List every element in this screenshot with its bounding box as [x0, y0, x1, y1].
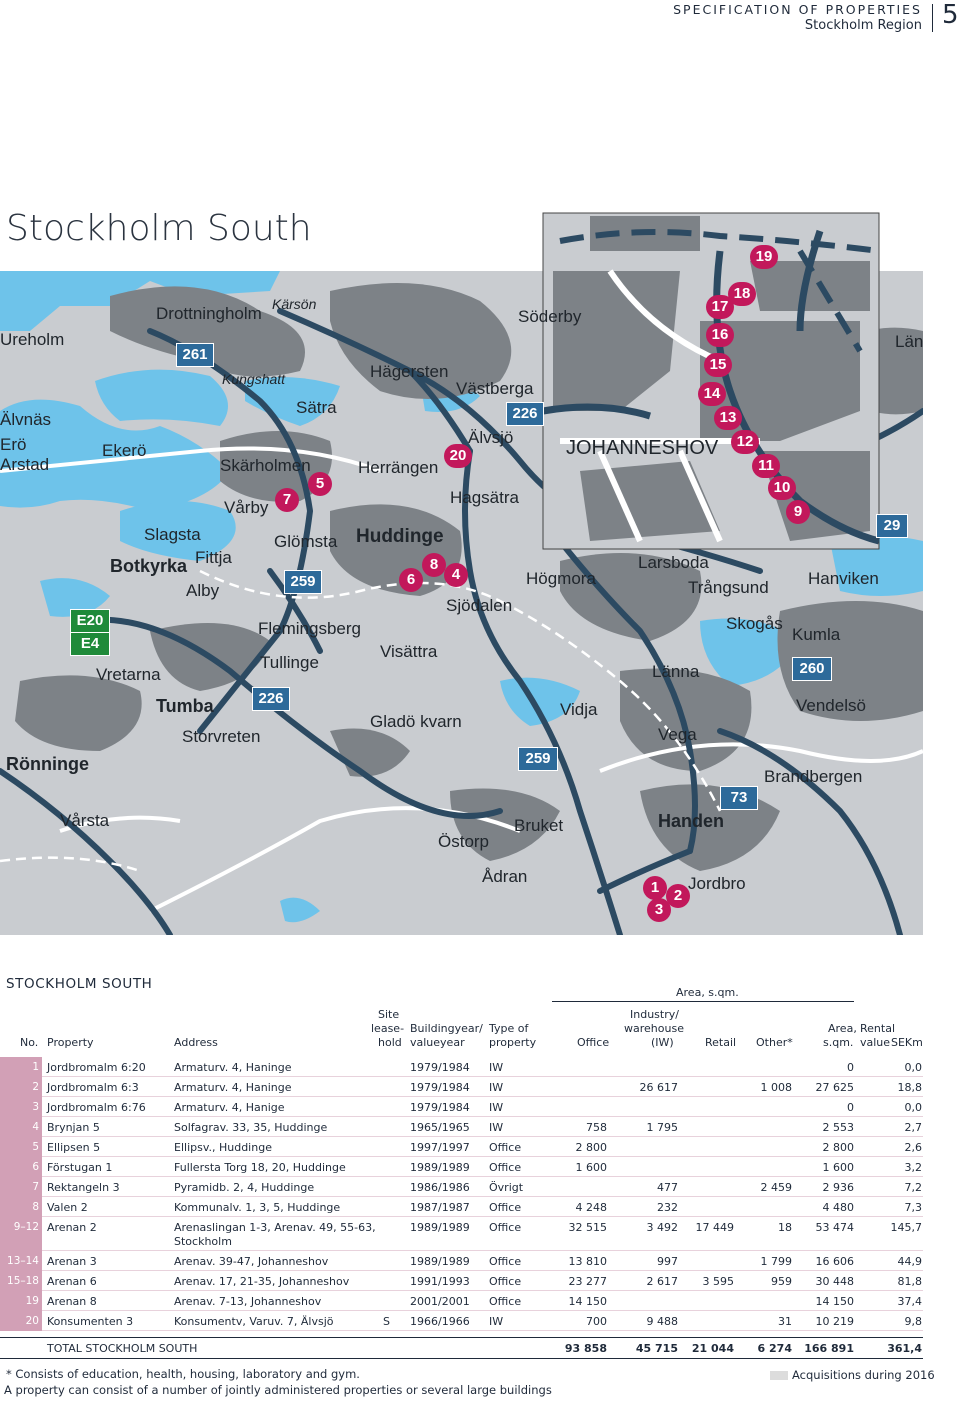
property-marker[interactable]: 10 — [768, 476, 796, 500]
cell-other: 959 — [771, 1275, 792, 1288]
col-area-line1: Area, — [828, 1022, 857, 1035]
cell-property: Konsumenten 3 — [47, 1315, 134, 1328]
cell-year: 1979/1984 — [410, 1101, 470, 1114]
header-separator — [932, 4, 933, 32]
cell-office: 32 515 — [568, 1221, 607, 1234]
col-type-line1: Type of — [489, 1022, 529, 1035]
place-label: Vendelsö — [796, 696, 866, 715]
cell-property: Jordbromalm 6:3 — [47, 1081, 139, 1094]
place-label: Kungshatt — [222, 371, 286, 387]
cell-type: Office — [489, 1255, 522, 1268]
place-label: Jordbro — [688, 874, 746, 893]
cell-area: 16 606 — [815, 1255, 854, 1268]
place-label: Rönninge — [6, 754, 89, 774]
cell-rent: 44,9 — [897, 1255, 922, 1268]
row-number-badge: 1 — [0, 1057, 42, 1077]
cell-type: IW — [489, 1121, 504, 1134]
col-property: Property — [47, 1036, 94, 1049]
legend-swatch — [770, 1371, 788, 1380]
property-marker[interactable]: 2 — [666, 884, 690, 908]
place-label: Högmora — [526, 569, 596, 588]
cell-other: 2 459 — [760, 1181, 792, 1194]
cell-type: Office — [489, 1295, 522, 1308]
place-label: Hanviken — [808, 569, 879, 588]
place-label: Bruket — [514, 816, 564, 835]
cell-year: 1989/1989 — [410, 1221, 470, 1234]
place-label: Visättra — [380, 642, 438, 661]
cell-year: 2001/2001 — [410, 1295, 470, 1308]
property-marker[interactable]: 4 — [444, 563, 468, 587]
col-site-line1: Site — [378, 1008, 400, 1021]
road-shield: 261 — [176, 343, 214, 367]
cell-year: 1987/1987 — [410, 1201, 470, 1214]
cell-type: IW — [489, 1315, 504, 1328]
place-label: Brandbergen — [764, 767, 863, 786]
property-marker[interactable]: 12 — [731, 430, 759, 454]
property-marker[interactable]: 16 — [706, 323, 734, 347]
property-marker[interactable]: 6 — [399, 568, 423, 592]
legend-label: Acquisitions during 2016 — [792, 1368, 935, 1382]
row-number-badge: 20 — [0, 1311, 42, 1331]
cell-area: 4 480 — [822, 1201, 854, 1214]
place-label: Tumba — [156, 696, 214, 716]
cell-property: Arenan 3 — [47, 1255, 97, 1268]
table-row — [0, 1217, 923, 1251]
cell-office: 758 — [586, 1121, 607, 1134]
place-label: Vidja — [560, 700, 598, 719]
cell-rent: 7,2 — [904, 1181, 922, 1194]
cell-address: Kommunalv. 1, 3, 5, Huddinge — [174, 1201, 341, 1214]
table-row — [0, 1137, 923, 1157]
place-label: Fittja — [195, 548, 232, 567]
cell-address: Fullersta Torg 18, 20, Huddinge — [174, 1161, 346, 1174]
col-office: Office — [577, 1036, 610, 1049]
road-shield: E20 — [70, 609, 110, 633]
cell-property: Rektangeln 3 — [47, 1181, 120, 1194]
col-no: No. — [20, 1036, 39, 1049]
cell-type: Office — [489, 1161, 522, 1174]
row-number-badge: 13–14 — [0, 1251, 42, 1271]
table-row — [0, 1157, 923, 1177]
col-retail: Retail — [705, 1036, 737, 1049]
cell-area: 1 600 — [822, 1161, 854, 1174]
cell-office: 2 800 — [575, 1141, 607, 1154]
cell-year: 1989/1989 — [410, 1255, 470, 1268]
place-label: Hägersten — [370, 362, 449, 381]
cell-other: 18 — [778, 1221, 792, 1234]
property-marker[interactable]: 14 — [698, 382, 726, 406]
cell-retail: 3 595 — [702, 1275, 734, 1288]
cell-rent: 81,8 — [897, 1275, 922, 1288]
page-title: Stockholm South — [6, 208, 312, 249]
total-iw: 45 715 — [635, 1342, 678, 1355]
cell-area: 0 — [847, 1101, 854, 1114]
total-office: 93 858 — [564, 1342, 607, 1355]
cell-type: Office — [489, 1275, 522, 1288]
col-site-line3: hold — [378, 1036, 402, 1049]
place-label: Älvnäs — [0, 410, 52, 429]
place-label: Arstad — [0, 455, 50, 474]
place-label: Tullinge — [260, 653, 319, 672]
cell-type: Övrigt — [489, 1181, 524, 1194]
place-label: Ureholm — [0, 330, 65, 349]
cell-iw: 2 617 — [646, 1275, 678, 1288]
col-rent-line2: SEKm — [891, 1036, 923, 1049]
cell-iw: 3 492 — [646, 1221, 678, 1234]
place-label: Glömsta — [274, 532, 338, 551]
cell-year: 1979/1984 — [410, 1081, 470, 1094]
property-marker[interactable]: 18 — [728, 282, 756, 306]
row-divider — [42, 1330, 923, 1331]
footnote-properties: A property can consist of a number of jointly administered properties or several large buildings — [4, 1383, 552, 1397]
cell-type: IW — [489, 1061, 504, 1074]
cell-rent: 3,2 — [904, 1161, 922, 1174]
cell-office: 700 — [586, 1315, 607, 1328]
place-label: Alby — [186, 581, 220, 600]
cell-type: Office — [489, 1141, 522, 1154]
cell-retail: 17 449 — [695, 1221, 734, 1234]
cell-year: 1997/1997 — [410, 1141, 470, 1154]
property-marker[interactable]: 19 — [750, 245, 778, 269]
cell-rent: 18,8 — [897, 1081, 922, 1094]
cell-type: IW — [489, 1101, 504, 1114]
total-other: 6 274 — [757, 1342, 792, 1355]
table-row — [0, 1117, 923, 1137]
cell-office: 4 248 — [575, 1201, 607, 1214]
cell-address: Arenaslingan 1-3, Arenav. 49, 55-63, — [174, 1221, 376, 1234]
cell-area: 2 553 — [822, 1121, 854, 1134]
place-label: Gladö kvarn — [370, 712, 462, 731]
cell-property: Brynjan 5 — [47, 1121, 100, 1134]
footnote-asterisk: * Consists of education, health, housing, laboratory and gym. — [6, 1367, 360, 1381]
cell-property: Ellipsen 5 — [47, 1141, 101, 1154]
place-label: Kärsön — [272, 296, 317, 312]
area-group-rule — [552, 1001, 854, 1002]
place-label: Hagsätra — [450, 488, 519, 507]
cell-address: Armaturv. 4, Haninge — [174, 1081, 292, 1094]
col-iw-line1: Industry/ — [630, 1008, 679, 1021]
place-label: Vårby — [224, 498, 269, 517]
cell-address: Arenav. 7-13, Johanneshov — [174, 1295, 322, 1308]
total-retail: 21 044 — [691, 1342, 734, 1355]
cell-rent: 0,0 — [904, 1061, 922, 1074]
cell-type: Office — [489, 1221, 522, 1234]
table-header — [0, 986, 923, 1056]
row-number-badge: 8 — [0, 1197, 42, 1217]
page-number: 5 — [942, 0, 959, 30]
cell-area: 14 150 — [815, 1295, 854, 1308]
cell-area: 30 448 — [815, 1275, 854, 1288]
cell-address: Ellipsv., Huddinge — [174, 1141, 272, 1154]
cell-office: 13 810 — [568, 1255, 607, 1268]
place-label: Länna — [652, 662, 700, 681]
cell-area: 53 474 — [815, 1221, 854, 1234]
road-shield: 260 — [792, 657, 832, 681]
place-label: Län — [895, 332, 923, 351]
cell-rent: 9,8 — [904, 1315, 922, 1328]
cell-address: Konsumentv, Varuv. 7, Älvsjö — [174, 1315, 334, 1328]
cell-address-line2: Stockholm — [174, 1235, 232, 1248]
place-label: Sjödalen — [446, 596, 513, 615]
cell-iw: 26 617 — [639, 1081, 678, 1094]
place-label: Flemingsberg — [258, 619, 361, 638]
col-address: Address — [174, 1036, 218, 1049]
cell-office: 14 150 — [568, 1295, 607, 1308]
col-year-line2: valueyear — [410, 1036, 465, 1049]
place-label: Herrängen — [358, 458, 439, 477]
table-row — [0, 1057, 923, 1077]
header-subtitle: Stockholm Region — [804, 18, 922, 33]
place-label: Vårsta — [60, 811, 110, 830]
cell-site: S — [383, 1315, 390, 1328]
row-number-badge: 2 — [0, 1077, 42, 1097]
place-label: Ådran — [482, 867, 528, 886]
cell-address: Pyramidb. 2, 4, Huddinge — [174, 1181, 315, 1194]
cell-property: Arenan 6 — [47, 1275, 97, 1288]
road-shield: 259 — [284, 570, 322, 594]
cell-year: 1991/1993 — [410, 1275, 470, 1288]
property-marker[interactable]: 3 — [647, 898, 671, 922]
col-iw-line3: (IW) — [651, 1036, 674, 1049]
place-label: Västberga — [456, 379, 534, 398]
region-map — [0, 211, 923, 935]
road-shield: 259 — [518, 747, 558, 771]
row-number-badge: 9–12 — [0, 1217, 42, 1251]
row-number-badge: 3 — [0, 1097, 42, 1117]
place-label: Kumla — [792, 625, 841, 644]
property-marker[interactable]: 8 — [422, 553, 446, 577]
cell-rent: 0,0 — [904, 1101, 922, 1114]
place-label: Söderby — [518, 307, 582, 326]
cell-office: 1 600 — [575, 1161, 607, 1174]
cell-property: Jordbromalm 6:20 — [47, 1061, 146, 1074]
cell-type: Office — [489, 1201, 522, 1214]
cell-area: 27 625 — [815, 1081, 854, 1094]
road-shield: 29 — [876, 514, 908, 538]
cell-address: Armaturv. 4, Haninge — [174, 1061, 292, 1074]
cell-address: Arenav. 39-47, Johanneshov — [174, 1255, 329, 1268]
cell-office: 23 277 — [568, 1275, 607, 1288]
table-row — [0, 1251, 923, 1271]
place-label: Trångsund — [688, 578, 769, 597]
property-marker[interactable]: 15 — [704, 353, 732, 377]
area-group-label: Area, s.qm. — [676, 986, 739, 999]
total-label: TOTAL STOCKHOLM SOUTH — [47, 1342, 198, 1355]
col-type-line2: property — [489, 1036, 537, 1049]
cell-iw: 9 488 — [646, 1315, 678, 1328]
cell-area: 2 800 — [822, 1141, 854, 1154]
cell-year: 1965/1965 — [410, 1121, 470, 1134]
property-marker[interactable]: 20 — [444, 444, 472, 468]
place-label: Skärholmen — [220, 456, 311, 475]
cell-iw: 232 — [657, 1201, 678, 1214]
place-label: Huddinge — [356, 526, 444, 547]
cell-property: Förstugan 1 — [47, 1161, 113, 1174]
cell-property: Jordbromalm 6:76 — [47, 1101, 146, 1114]
total-row — [0, 1337, 923, 1359]
place-label: Drottningholm — [156, 304, 262, 323]
cell-rent: 2,7 — [904, 1121, 922, 1134]
cell-other: 1 799 — [760, 1255, 792, 1268]
cell-address: Arenav. 17, 21-35, Johanneshov — [174, 1275, 350, 1288]
property-marker[interactable]: 1 — [643, 876, 667, 900]
total-area: 166 891 — [804, 1342, 854, 1355]
cell-rent: 37,4 — [897, 1295, 922, 1308]
header-kicker: SPECIFICATION OF PROPERTIES — [673, 2, 922, 17]
cell-rent: 2,6 — [904, 1141, 922, 1154]
row-number-badge: 7 — [0, 1177, 42, 1197]
place-label: Storvreten — [182, 727, 261, 746]
row-number-badge: 6 — [0, 1157, 42, 1177]
row-number-badge: 4 — [0, 1117, 42, 1137]
property-marker[interactable]: 17 — [706, 295, 734, 319]
cell-area: 0 — [847, 1061, 854, 1074]
place-label: Erö — [0, 435, 27, 454]
cell-property: Arenan 2 — [47, 1221, 97, 1234]
cell-address: Armaturv. 4, Hanige — [174, 1101, 285, 1114]
cell-property: Arenan 8 — [47, 1295, 97, 1308]
total-rent: 361,4 — [887, 1342, 922, 1355]
road-shield: 73 — [720, 786, 758, 810]
table-body — [0, 1057, 923, 1337]
table-row — [0, 1097, 923, 1117]
table-row — [0, 1077, 923, 1097]
place-label: Slagsta — [144, 525, 201, 544]
row-number-badge: 5 — [0, 1137, 42, 1157]
col-rent-line1: Rental value — [860, 1022, 895, 1049]
place-label: Östorp — [438, 832, 490, 851]
cell-rent: 145,7 — [890, 1221, 922, 1234]
cell-address: Solfagrav. 33, 35, Huddinge — [174, 1121, 328, 1134]
place-label: Vega — [658, 725, 697, 744]
place-label: Vretarna — [96, 665, 161, 684]
place-label: Ekerö — [102, 441, 147, 460]
col-area-line2: s.qm. — [823, 1036, 854, 1049]
table-row — [0, 1311, 923, 1331]
road-shield: 226 — [506, 402, 544, 426]
cell-type: IW — [489, 1081, 504, 1094]
cell-year: 1966/1966 — [410, 1315, 470, 1328]
table-row — [0, 1177, 923, 1197]
property-marker[interactable]: 11 — [752, 454, 780, 478]
table-row — [0, 1291, 923, 1311]
col-site-line2: lease- — [371, 1022, 405, 1035]
place-label: Botkyrka — [110, 556, 188, 576]
row-number-badge: 19 — [0, 1291, 42, 1311]
cell-iw: 997 — [657, 1255, 678, 1268]
table-row — [0, 1271, 923, 1291]
cell-other: 31 — [778, 1315, 792, 1328]
place-label: JOHANNESHOV — [566, 437, 719, 459]
col-iw-line2: warehouse — [624, 1022, 684, 1035]
property-marker[interactable]: 7 — [275, 488, 299, 512]
cell-iw: 1 795 — [646, 1121, 678, 1134]
cell-iw: 477 — [657, 1181, 678, 1194]
place-label: Handen — [658, 811, 725, 831]
col-year-line1: Buildingyear/ — [410, 1022, 483, 1035]
cell-year: 1986/1986 — [410, 1181, 470, 1194]
place-label: Älvsjö — [468, 428, 514, 447]
property-marker[interactable]: 9 — [786, 500, 810, 524]
property-marker[interactable]: 5 — [308, 472, 332, 496]
cell-year: 1989/1989 — [410, 1161, 470, 1174]
cell-area: 2 936 — [822, 1181, 854, 1194]
property-marker[interactable]: 13 — [714, 406, 742, 430]
road-shield: E4 — [70, 632, 110, 656]
section-title: STOCKHOLM SOUTH — [6, 976, 153, 992]
table-row — [0, 1197, 923, 1217]
place-label: Larsboda — [638, 553, 709, 572]
place-label: Sätra — [296, 398, 337, 417]
cell-rent: 7,3 — [904, 1201, 922, 1214]
cell-year: 1979/1984 — [410, 1061, 470, 1074]
col-other: Other* — [756, 1036, 793, 1049]
cell-area: 10 219 — [815, 1315, 854, 1328]
place-label: Skogås — [726, 614, 783, 633]
cell-other: 1 008 — [760, 1081, 792, 1094]
row-number-badge: 15–18 — [0, 1271, 42, 1291]
road-shield: 226 — [252, 687, 290, 711]
cell-property: Valen 2 — [47, 1201, 88, 1214]
